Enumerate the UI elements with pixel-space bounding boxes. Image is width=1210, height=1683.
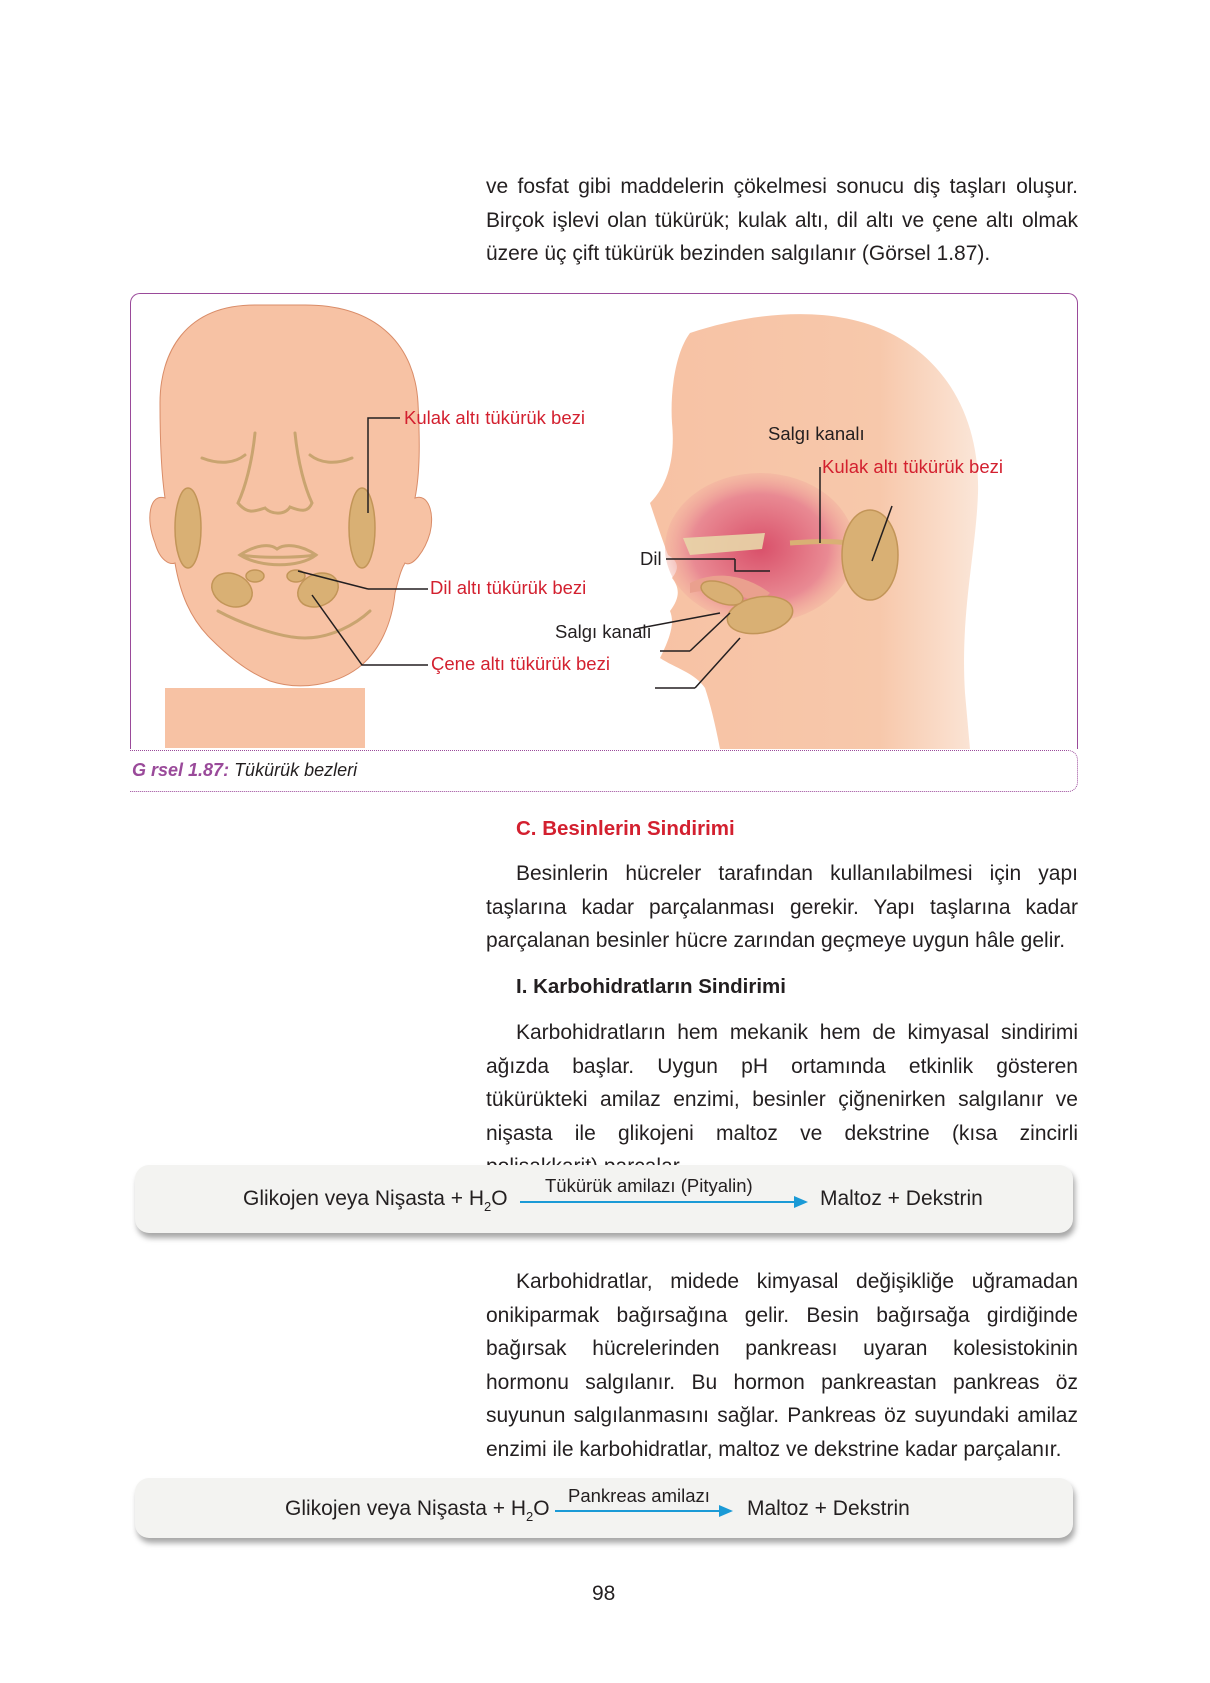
equation-2-arrow [555,1504,735,1518]
label-front-kulak: Kulak altı tükürük bezi [404,407,585,428]
section-1-paragraph: Karbohidratların hem mekanik hem de kimyasal sindirimi ağızda başlar. Uygun pH ortamında etkinlik gösteren tükürükteki amilaz enzimi, besinler çiğnenirken salgılanır ve nişasta ile glikojeni maltoz ve dekstrine (kısa zincirli [486,1021,1078,1145]
equation-1-arrow [520,1195,810,1209]
equation-2-enzyme: Pankreas amilazı [568,1485,710,1506]
section-1-heading: I. Karbohidratların Sindirimi [516,975,786,998]
section-c-heading: C. Besinlerin Sindirimi [516,817,735,840]
equation-2-left: Glikojen veya Nişasta + $H_2O$ [285,1497,550,1524]
caption-number: G rsel 1.87: [132,760,230,780]
label-side-dil: Dil [640,548,662,569]
equation-box-1 [135,1165,1073,1233]
equation-box-2 [135,1478,1073,1538]
label-side-salgi: Salgı kanalı [768,423,865,444]
label-side-kulak: Kulak altı tükürük bezi [822,456,1003,477]
equation-1-left: Glikojen veya Nişasta + $H_2O$ [243,1187,508,1214]
label-front-dil: Dil altı tükürük bezi [430,577,587,598]
figure-caption [132,760,357,781]
section-c-paragraph: Besinlerin hücreler tarafından kullanılabilmesi için yapı taşlarına kadar parçalanması gerekir. Yapı taşlarına kadar parçalanan besinler hücre zarından geçmeye uygun hâle gelir. [486,862,1078,952]
paragraph-3: Karbohidratlar, midede kimyasal değişikliğe uğramadan onikiparmak bağırsağına gelir. Besin bağırsağa girdiğinde bağırsak hücrelerinden pankreası uyaran kolesistokinin hormonu salgılanır. Bu hormon pankreastan pankreas öz suyunun salgılanmasını sağlar. Pankreas öz suyundaki amilaz enzimi ile karbohidratlar, maltoz ve dekstrine kadar parçalanır. [486,1270,1078,1461]
page-number: 98 [592,1582,616,1605]
equation-1-enzyme: Tükürük amilazı (Pityalin) [545,1175,753,1196]
equation-2-right: Maltoz + Dekstrin [747,1497,910,1520]
salivary-glands-illustration [130,293,1078,749]
side-head [640,314,978,749]
label-front-cene: Çene altı tükürük bezi [431,653,610,674]
label-front-salgi: Salgı kanalı [555,621,652,642]
equation-1-right: Maltoz + Dekstrin [820,1187,983,1210]
caption-text: Tükürük bezleri [229,760,358,780]
intro-paragraph: ve fosfat gibi maddelerin çökelmesi sonucu diş taşları oluşur. Birçok işlevi olan tükürük; kulak altı, dil altı ve çene altı olmak üzere üç çift tükürük bezinden salgılanır (Görsel 1.87). [486,175,1078,265]
